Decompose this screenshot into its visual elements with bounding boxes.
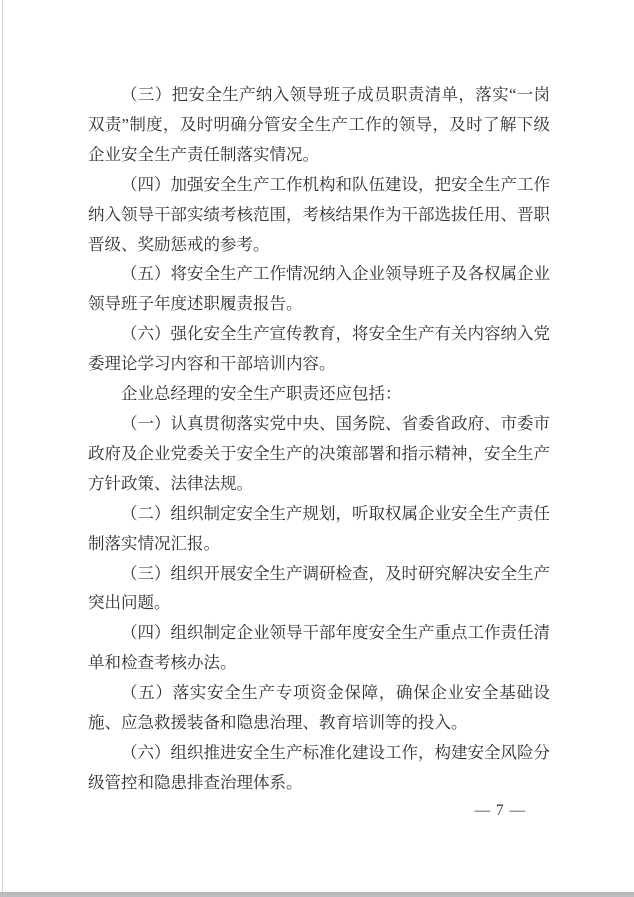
paragraph: （一）认真贯彻落实党中央、国务院、省委省政府、市委市政府及企业党委关于安全生产的决策部署和指示精神，安全生产方针政策、法律法规。 — [88, 413, 550, 493]
paragraph: （二）组织制定安全生产规划，听取权属企业安全生产责任制落实情况汇报。 — [88, 503, 550, 553]
page-number: — 7 — — [474, 802, 526, 819]
paragraph: （六）组织推进安全生产标准化建设工作，构建安全风险分级管控和隐患排查治理体系。 — [88, 742, 550, 792]
paragraph: （五）将安全生产工作情况纳入企业领导班子及各权属企业领导班子年度述职履责报告。 — [88, 264, 550, 314]
paragraph: （四）加强安全生产工作机构和队伍建设，把安全生产工作纳入领导干部实绩考核范围，考核结果作为干部选拔任用、晋职晋级、奖励惩戒的参考。 — [88, 174, 550, 254]
scan-bottom-strip — [0, 892, 634, 897]
paragraph: （三）组织开展安全生产调研检查，及时研究解决安全生产突出问题。 — [88, 563, 550, 613]
paragraph-intro: 企业总经理的安全生产职责还应包括： — [121, 384, 402, 404]
scan-left-edge-line — [2, 0, 3, 897]
paragraph: （六）强化安全生产宣传教育，将安全生产有关内容纳入党委理论学习内容和干部培训内容。 — [88, 324, 550, 374]
paragraph: （五）落实安全生产专项资金保障，确保企业安全基础设施、应急救援装备和隐患治理、教育培训等的投入。 — [88, 683, 550, 733]
paragraph: （四）组织制定企业领导干部年度安全生产重点工作责任清单和检查考核办法。 — [88, 623, 550, 673]
document-body — [88, 80, 550, 798]
paragraph: （三）把安全生产纳入领导班子成员职责清单，落实“一岗双责”制度，及时明确分管安全生产工作的领导，及时了解下级企业安全生产责任制落实情况。 — [88, 85, 550, 164]
